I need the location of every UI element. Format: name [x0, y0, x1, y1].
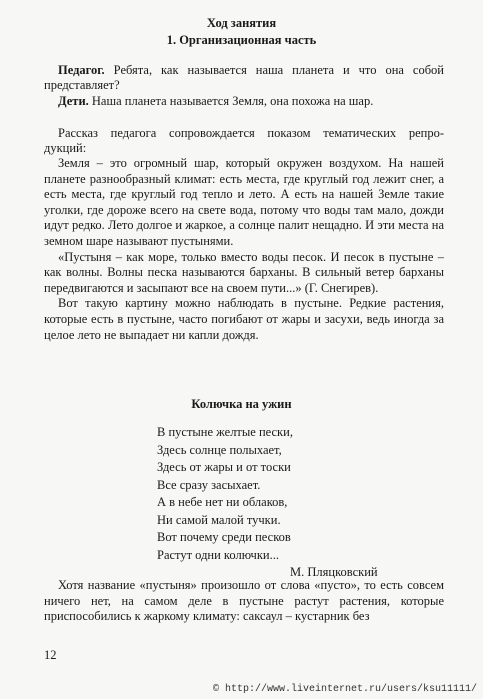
poem-line: Здесь от жары и от тоски [157, 460, 291, 474]
teacher-line [58, 63, 444, 78]
poem-lines [157, 424, 293, 564]
kids-text: Наша планета называется Земля, она похожа на шар. [91, 94, 374, 108]
kids-label: Дети. [58, 94, 89, 108]
page-number: 12 [44, 648, 57, 662]
poem-author: М. Пляцковский [290, 565, 378, 579]
poem-line: Растут одни колючки... [157, 547, 279, 562]
closing-paragraph: Хотя название «пустыня» произошло от слова «пусто», то есть совсем ничего нет, на самом деле в пустыне растут растения, которые приспособились к жаркому климату: саксаул – кустарник без [44, 578, 444, 624]
story-paragraph-3: Вот такую картину можно наблюдать в пустыне. Редкие растения, которые есть в пустыне, часто погибают от жары и засухи, ведь иногда за целое лето не выпадает ни капли дождя. [44, 296, 444, 342]
closing-body [44, 578, 444, 625]
teacher-text-1: Ребята, как называется наша планета и что она собой [113, 63, 444, 77]
story-intro-1: Рассказ педагога сопровождается показом тематических репро- [58, 126, 444, 140]
story-paragraph-2: «Пустыня – как море, только вместо воды песок. И песок в пустыне – как волны. Волны песка называются барханы. В сильный ветер барханы передвигаются и засыпают все на своем пути...» (Г. Снегирев). [44, 249, 444, 295]
section-title: 1. Организационная часть [166, 33, 317, 47]
poem-line: Здесь солнце полыхает, [157, 442, 282, 457]
teacher-text-2: представляет? [44, 78, 120, 92]
story-paragraph-1: Земля – это огромный шар, который окружен воздухом. На нашей планете разнообразный климат: есть места, где круглый год лежит снег, а есть места, где круглый год тепло и лето. А есть на нашей Земле такие уголки, где дороже всего на свете вода, потому что воды там мало, дожди идут редко. Лето долгое и жаркое, а солнце палит нещадно. И эти места на земном шаре называют пустынями. [44, 156, 444, 248]
poem-line: А в небе нет ни облаков, [157, 495, 288, 509]
poem-line: Все сразу засыхает. [157, 477, 261, 492]
poem-line: В пустыне желтые пески, [157, 425, 293, 439]
lesson-title: Ход занятия [206, 16, 277, 30]
teacher-label: Педагог. [58, 63, 105, 77]
watermark-url: © http://www.liveinternet.ru/users/ksu11111/ [212, 684, 477, 695]
poem-line: Вот почему среди песков [157, 530, 291, 544]
poem-line: Ни самой малой тучки. [157, 512, 281, 527]
kids-line [58, 94, 373, 109]
poem-title: Колючка на ужин [191, 397, 292, 411]
story-intro-2: дукций: [44, 141, 87, 155]
story-body [44, 156, 444, 343]
